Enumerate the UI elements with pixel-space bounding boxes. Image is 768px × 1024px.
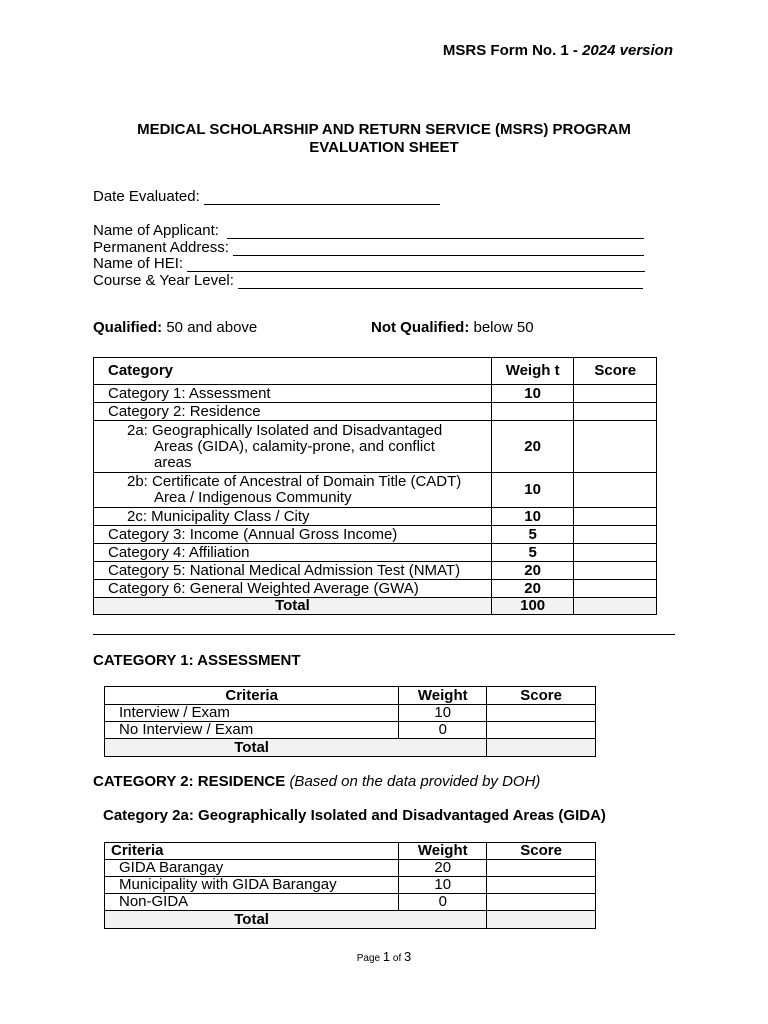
summary-row-weight	[491, 403, 574, 421]
qualified-label: Qualified:	[93, 319, 163, 336]
table-row	[105, 705, 596, 722]
summary-total-weight: 100	[491, 598, 574, 615]
permanent-address-line[interactable]	[233, 241, 644, 256]
summary-row-label: 2a: Geographically Isolated and Disadvantaged Areas (GIDA), calamity-prone, and conflict areas	[127, 421, 443, 471]
table-row	[94, 580, 657, 598]
summary-row-score[interactable]	[574, 562, 657, 580]
summary-row-weight: 5	[491, 544, 574, 562]
table-row	[94, 385, 657, 403]
summary-row-weight: 5	[491, 526, 574, 544]
category2-heading	[93, 773, 540, 790]
summary-row-score[interactable]	[574, 508, 657, 526]
applicant-name-line[interactable]	[227, 224, 644, 239]
footer-page-number: 1	[382, 949, 391, 964]
table-row	[105, 877, 596, 894]
criteria-weight: 0	[399, 894, 487, 911]
category2a-total-score[interactable]	[487, 911, 596, 929]
summary-row-label: Category 6: General Weighted Average (GWA)	[94, 580, 492, 598]
category1-total-label: Total	[105, 739, 487, 757]
summary-row-label: 2b: Certificate of Ancestral of Domain Title (CADT) Area / Indigenous Community	[127, 473, 462, 506]
category2a-header-weight: Weight	[399, 843, 487, 860]
summary-header-weight: Weigh t	[491, 358, 574, 385]
table-row	[94, 508, 657, 526]
criteria-score[interactable]	[487, 860, 596, 877]
summary-total-row	[94, 598, 657, 615]
not-qualified-value: below 50	[473, 319, 534, 336]
criteria-label: Municipality with GIDA Barangay	[105, 877, 399, 894]
category2a-table	[104, 842, 596, 929]
summary-row-weight: 10	[491, 508, 574, 526]
course-year-label: Course & Year Level:	[93, 272, 234, 289]
table-row	[105, 860, 596, 877]
title-line-1: MEDICAL SCHOLARSHIP AND RETURN SERVICE (MSRS) PROGRAM	[137, 121, 631, 138]
date-evaluated-label: Date Evaluated:	[93, 188, 200, 205]
qualified-value: 50 and above	[166, 319, 258, 336]
summary-total-score[interactable]	[574, 598, 657, 615]
summary-row-label: Category 5: National Medical Admission Test (NMAT)	[94, 562, 492, 580]
date-evaluated-field	[93, 188, 440, 205]
date-evaluated-line[interactable]	[204, 190, 440, 205]
table-row	[94, 544, 657, 562]
category1-header-weight: Weight	[399, 687, 487, 705]
qualified-criteria	[93, 319, 257, 336]
table-row	[94, 403, 657, 421]
summary-row-label: Category 1: Assessment	[94, 385, 492, 403]
summary-row-weight: 20	[491, 562, 574, 580]
permanent-address-label: Permanent Address:	[93, 239, 229, 256]
not-qualified-label: Not Qualified:	[371, 319, 470, 336]
permanent-address-field	[93, 239, 644, 256]
summary-row-label: Category 3: Income (Annual Gross Income)	[94, 526, 492, 544]
table-row	[94, 526, 657, 544]
summary-row-score[interactable]	[574, 473, 657, 508]
criteria-weight: 10	[399, 705, 487, 722]
course-year-field	[93, 272, 643, 289]
summary-row-label-cell	[94, 473, 492, 508]
summary-table	[93, 357, 657, 615]
document-title	[0, 121, 768, 157]
criteria-score[interactable]	[487, 894, 596, 911]
criteria-label: Interview / Exam	[105, 705, 399, 722]
not-qualified-criteria	[371, 319, 534, 336]
criteria-score[interactable]	[487, 722, 596, 739]
page-footer	[0, 949, 768, 964]
category2-heading-text: CATEGORY 2: RESIDENCE	[93, 773, 286, 790]
criteria-label: Non-GIDA	[105, 894, 399, 911]
category2-note: (Based on the data provided by DOH)	[289, 773, 541, 790]
summary-row-score[interactable]	[574, 544, 657, 562]
criteria-score[interactable]	[487, 705, 596, 722]
hei-name-label: Name of HEI:	[93, 255, 184, 272]
summary-row-weight: 20	[491, 421, 574, 473]
form-version: 2024 version	[582, 42, 673, 59]
category1-table	[104, 686, 596, 757]
footer-of-word: of	[392, 953, 402, 964]
table-row	[94, 473, 657, 508]
category2a-header-score: Score	[487, 843, 596, 860]
category1-total-score[interactable]	[487, 739, 596, 757]
criteria-score[interactable]	[487, 877, 596, 894]
form-number-text: MSRS Form No. 1 -	[442, 42, 583, 59]
category1-total-row	[105, 739, 596, 757]
criteria-label: GIDA Barangay	[105, 860, 399, 877]
table-row	[94, 562, 657, 580]
hei-name-line[interactable]	[187, 257, 645, 272]
category2a-total-row	[105, 911, 596, 929]
applicant-name-field	[93, 222, 644, 239]
summary-row-weight: 20	[491, 580, 574, 598]
summary-header-category: Category	[94, 358, 492, 385]
category1-header-score: Score	[487, 687, 596, 705]
summary-row-score[interactable]	[574, 526, 657, 544]
criteria-label: No Interview / Exam	[105, 722, 399, 739]
category1-header-row	[105, 687, 596, 705]
summary-row-weight: 10	[491, 473, 574, 508]
summary-row-score[interactable]	[574, 421, 657, 473]
section-divider	[93, 634, 675, 635]
summary-row-label: 2c: Municipality Class / City	[94, 508, 492, 526]
summary-row-score[interactable]	[574, 385, 657, 403]
summary-row-score[interactable]	[574, 580, 657, 598]
hei-name-field	[93, 255, 645, 272]
table-row	[105, 894, 596, 911]
applicant-name-label: Name of Applicant:	[93, 222, 219, 239]
criteria-weight: 20	[399, 860, 487, 877]
category1-heading: CATEGORY 1: ASSESSMENT	[93, 652, 301, 669]
title-line-2: EVALUATION SHEET	[309, 139, 459, 156]
summary-total-label: Total	[94, 598, 492, 615]
category2a-heading: Category 2a: Geographically Isolated and Disadvantaged Areas (GIDA)	[103, 807, 606, 824]
category2a-header-row	[105, 843, 596, 860]
summary-row-label: Category 2: Residence	[94, 403, 492, 421]
table-row	[94, 421, 657, 473]
summary-row-label-wrap	[94, 474, 477, 506]
criteria-weight: 0	[399, 722, 487, 739]
summary-row-label-wrap	[94, 423, 457, 471]
category2a-total-label: Total	[105, 911, 487, 929]
category2a-header-criteria: Criteria	[105, 843, 399, 860]
course-year-line[interactable]	[238, 274, 643, 289]
summary-row-weight: 10	[491, 385, 574, 403]
category1-header-criteria: Criteria	[105, 687, 399, 705]
summary-row-label-cell	[94, 421, 492, 473]
footer-page-total: 3	[404, 949, 412, 964]
summary-header-score: Score	[574, 358, 657, 385]
table-row	[105, 722, 596, 739]
criteria-weight: 10	[399, 877, 487, 894]
summary-row-label: Category 4: Affiliation	[94, 544, 492, 562]
footer-page-word: Page	[356, 953, 381, 964]
summary-row-score[interactable]	[574, 403, 657, 421]
summary-header-row	[94, 358, 657, 385]
form-number	[443, 42, 673, 59]
